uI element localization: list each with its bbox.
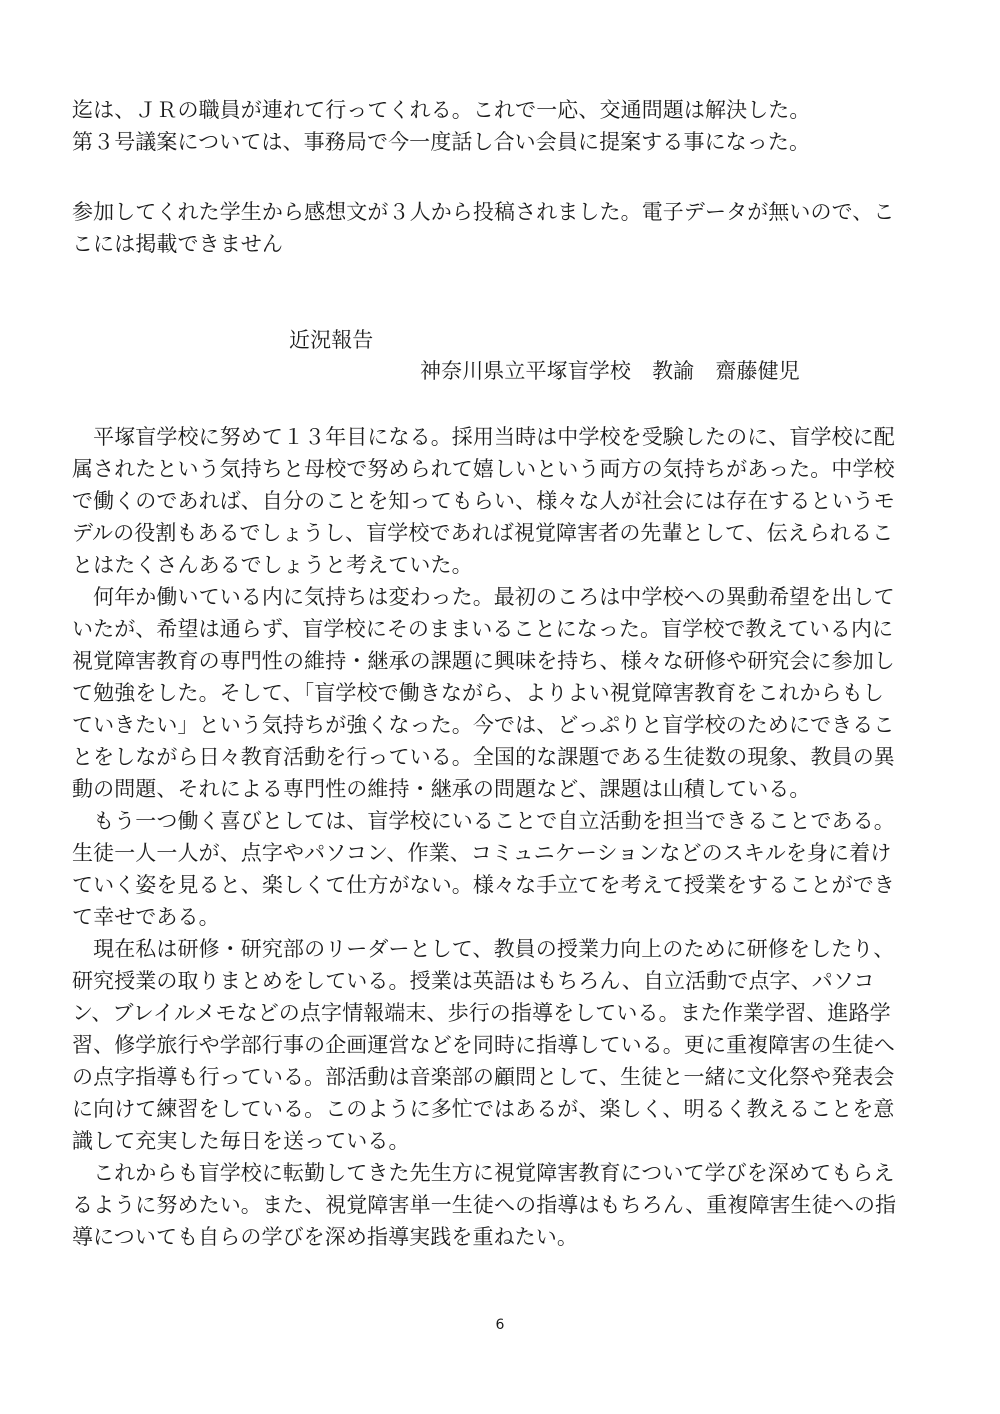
body-line: 識して充実した毎日を送っている。 bbox=[72, 1129, 410, 1153]
body-line: 何年か働いている内に気持ちは変わった。最初のころは中学校への異動希望を出して bbox=[72, 585, 895, 609]
report-author: 神奈川県立平塚盲学校 教諭 齋藤健児 bbox=[420, 359, 800, 383]
body-line: るように努めたい。また、視覚障害単一生徒への指導はもちろん、重複障害生徒への指 bbox=[72, 1193, 897, 1217]
body-line: ていく姿を見ると、楽しくて仕方がない。様々な手立てを考えて授業をすることができ bbox=[72, 873, 895, 897]
body-line: 習、修学旅行や学部行事の企画運営などを同時に指導している。更に重複障害の生徒へ bbox=[72, 1033, 895, 1057]
note-line: こには掲載できません bbox=[72, 232, 283, 256]
body-line: これからも盲学校に転勤してきた先生方に視覚障害教育について学びを深めてもらえ bbox=[72, 1161, 895, 1185]
body-line: 動の問題、それによる専門性の維持・継承の問題など、課題は山積している。 bbox=[72, 777, 811, 801]
body-line: とはたくさんあるでしょうと考えていた。 bbox=[72, 553, 473, 577]
body-line: 導についても自らの学びを深め指導実践を重ねたい。 bbox=[72, 1225, 578, 1249]
body-line: 現在私は研修・研究部のリーダーとして、教員の授業力向上のために研修をしたり、 bbox=[72, 937, 895, 961]
body-line: ていきたい」という気持ちが強くなった。今では、どっぷりと盲学校のためにできるこ bbox=[72, 713, 895, 737]
body-line: 研究授業の取りまとめをしている。授業は英語はもちろん、自立活動で点字、パソコ bbox=[72, 969, 875, 993]
note-line: 参加してくれた学生から感想文が３人から投稿されました。電子データが無いので、こ bbox=[72, 200, 895, 224]
intro-line: 迄は、ＪＲの職員が連れて行ってくれる。これで一応、交通問題は解決した。 bbox=[72, 98, 811, 122]
report-title: 近況報告 bbox=[289, 328, 374, 352]
body-line: て幸せである。 bbox=[72, 905, 220, 929]
body-line: いたが、希望は通らず、盲学校にそのままいることになった。盲学校で教えている内に bbox=[72, 617, 894, 641]
intro-line: 第３号議案については、事務局で今一度話し合い会員に提案する事になった。 bbox=[72, 130, 811, 154]
body-line: に向けて練習をしている。このように多忙ではあるが、楽しく、明るく教えることを意 bbox=[72, 1097, 895, 1121]
page-number: 6 bbox=[495, 1317, 505, 1333]
body-line: 生徒一人一人が、点字やパソコン、作業、コミュニケーションなどのスキルを身に着け bbox=[72, 841, 892, 865]
body-line: 視覚障害教育の専門性の維持・継承の課題に興味を持ち、様々な研修や研究会に参加し bbox=[72, 649, 895, 673]
body-line: デルの役割もあるでしょうし、盲学校であれば視覚障害者の先輩として、伝えられるこ bbox=[72, 521, 894, 545]
body-line: の点字指導も行っている。部活動は音楽部の顧問として、生徒と一緒に文化祭や発表会 bbox=[72, 1065, 895, 1089]
body-line: 平塚盲学校に努めて１３年目になる。採用当時は中学校を受験したのに、盲学校に配 bbox=[72, 425, 895, 449]
body-line: で働くのであれば、自分のことを知ってもらい、様々な人が社会には存在するというモ bbox=[72, 489, 895, 513]
body-line: とをしながら日々教育活動を行っている。全国的な課題である生徒数の現象、教員の異 bbox=[72, 745, 895, 769]
body-line: もう一つ働く喜びとしては、盲学校にいることで自立活動を担当できることである。 bbox=[72, 809, 895, 833]
body-line: て勉強をした。そして、「盲学校で働きながら、よりよい視覚障害教育をこれからもし bbox=[72, 681, 884, 705]
body-line: ン、ブレイルメモなどの点字情報端末、歩行の指導をしている。また作業学習、進路学 bbox=[72, 1001, 891, 1025]
body-line: 属されたという気持ちと母校で努められて嬉しいという両方の気持ちがあった。中学校 bbox=[72, 457, 895, 481]
